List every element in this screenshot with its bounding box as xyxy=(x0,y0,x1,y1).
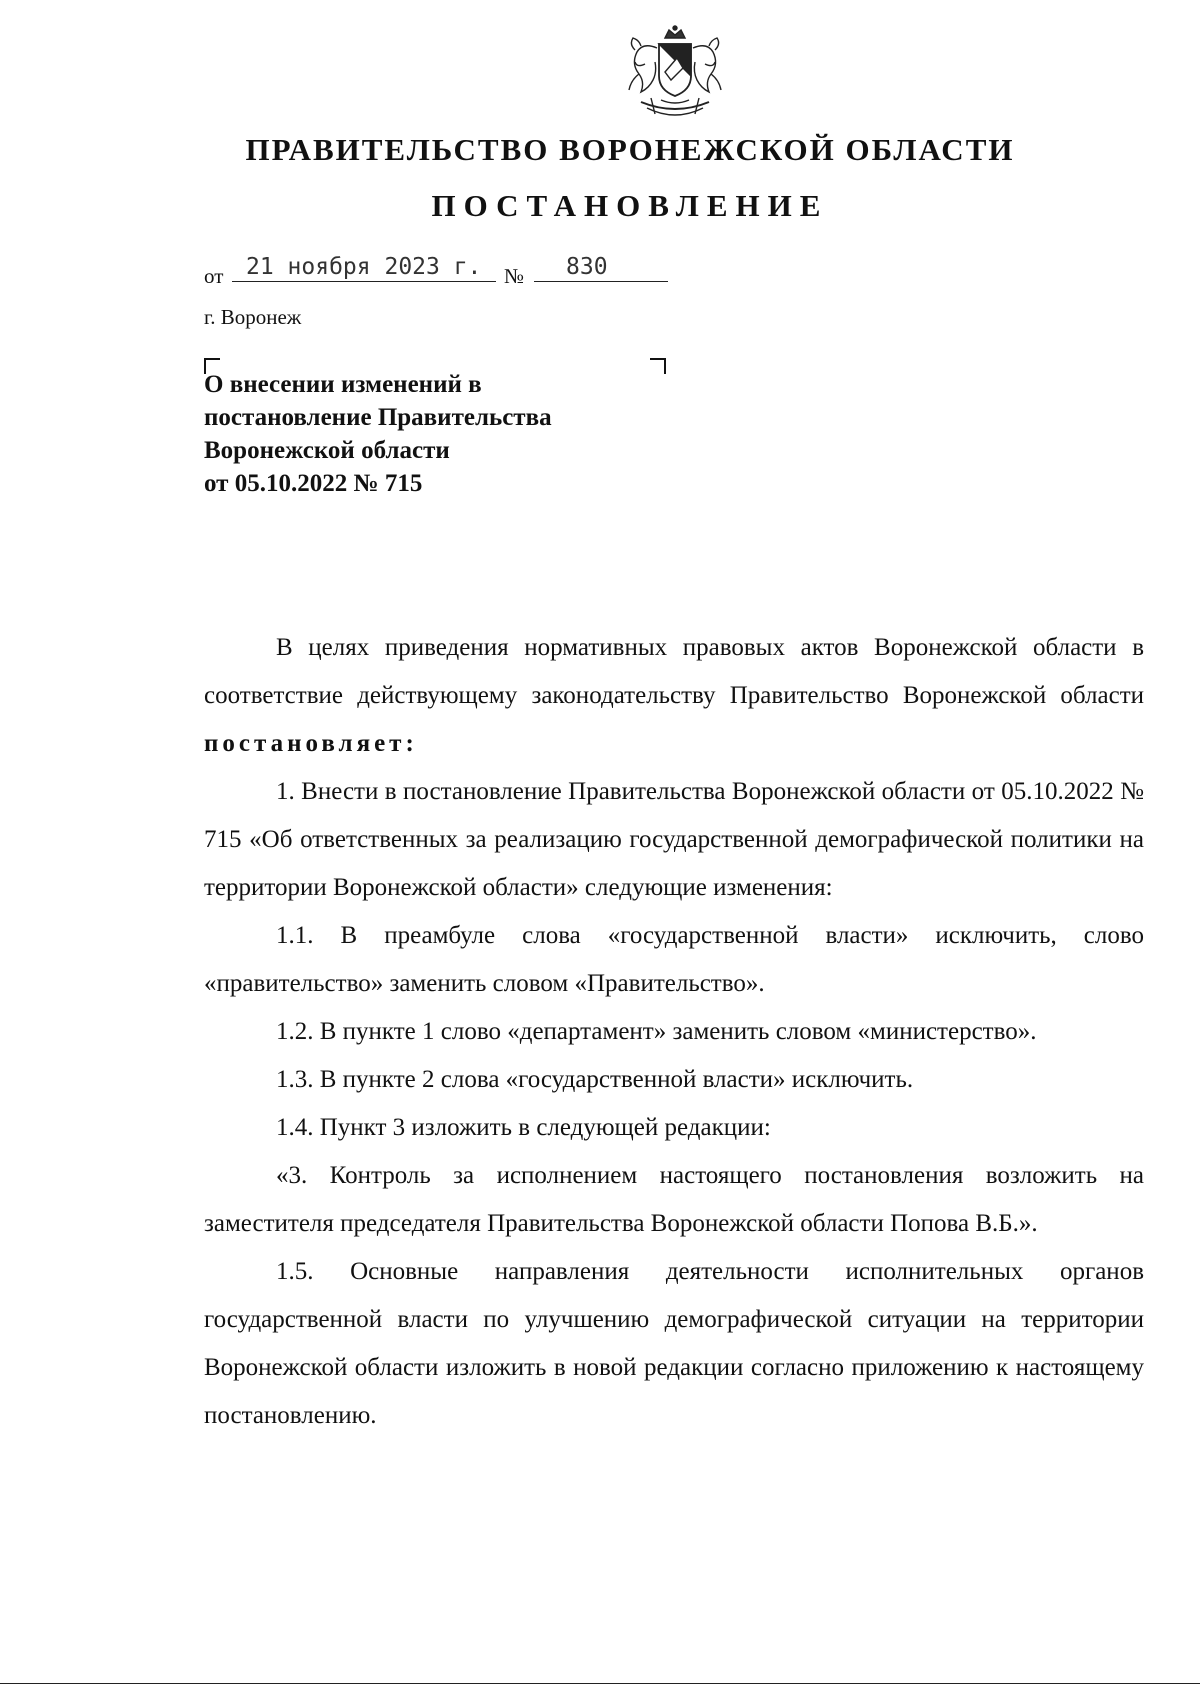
government-title: ПРАВИТЕЛЬСТВО ВОРОНЕЖСКОЙ ОБЛАСТИ xyxy=(245,132,1015,167)
city-label: г. Воронеж xyxy=(204,305,302,329)
document-body xyxy=(204,624,1144,1440)
coat-of-arms-icon xyxy=(621,24,729,124)
document-subject xyxy=(204,368,644,500)
document-date: 21 ноября 2023 г. xyxy=(232,252,496,282)
subject-line: от 05.10.2022 № 715 xyxy=(204,470,423,497)
document-date-number-line xyxy=(204,252,674,286)
document-number: 830 xyxy=(534,252,668,282)
body-paragraph-item-1-5: 1.5. Основные направления деятельности исполнительных органов государственной власти по улучшению демографической ситуации на территории Воронежской области изложить в новой редакции согласно приложению к настоящему постановлению. xyxy=(204,1258,1144,1429)
number-sign-label: № xyxy=(504,264,525,288)
subject-corner-mark-right xyxy=(650,358,666,374)
body-paragraph-item-1-1: 1.1. В преамбуле слова «государственной власти» исключить, слово «правительство» заменить словом «Правительство». xyxy=(204,922,1144,997)
subject-line: постановление Правительства xyxy=(204,404,552,431)
preamble-paragraph xyxy=(204,624,1144,768)
subject-line: О внесении изменений в xyxy=(204,371,482,398)
body-paragraph-item-1-3: 1.3. В пункте 2 слова «государственной власти» исключить. xyxy=(276,1066,914,1093)
body-paragraph-item-1-4: 1.4. Пункт 3 изложить в следующей редакции: xyxy=(276,1114,771,1141)
resolution-keyword: постановляет: xyxy=(204,730,418,757)
subject-line: Воронежской области xyxy=(204,437,450,464)
preamble-text: В целях приведения нормативных правовых актов Воронежской области в соответствие действующему законодательству Правительство Воронежской области xyxy=(204,634,1144,709)
body-paragraph-item-1-2: 1.2. В пункте 1 слово «департамент» заменить словом «министерство». xyxy=(276,1018,1037,1045)
document-type-title: ПОСТАНОВЛЕНИЕ xyxy=(431,188,829,223)
body-paragraph-item-1: 1. Внести в постановление Правительства Воронежской области от 05.10.2022 № 715 «Об ответственных за реализацию государственной демографической политики на территории Воронежской области» следующие изменения: xyxy=(204,778,1144,901)
body-paragraph-quoted-item-3: «3. Контроль за исполнением настоящего постановления возложить на заместителя председателя Правительства Воронежской области Попова В.Б.». xyxy=(204,1162,1144,1237)
date-prefix-label: от xyxy=(204,264,224,288)
page-bottom-rule xyxy=(0,1683,1200,1684)
